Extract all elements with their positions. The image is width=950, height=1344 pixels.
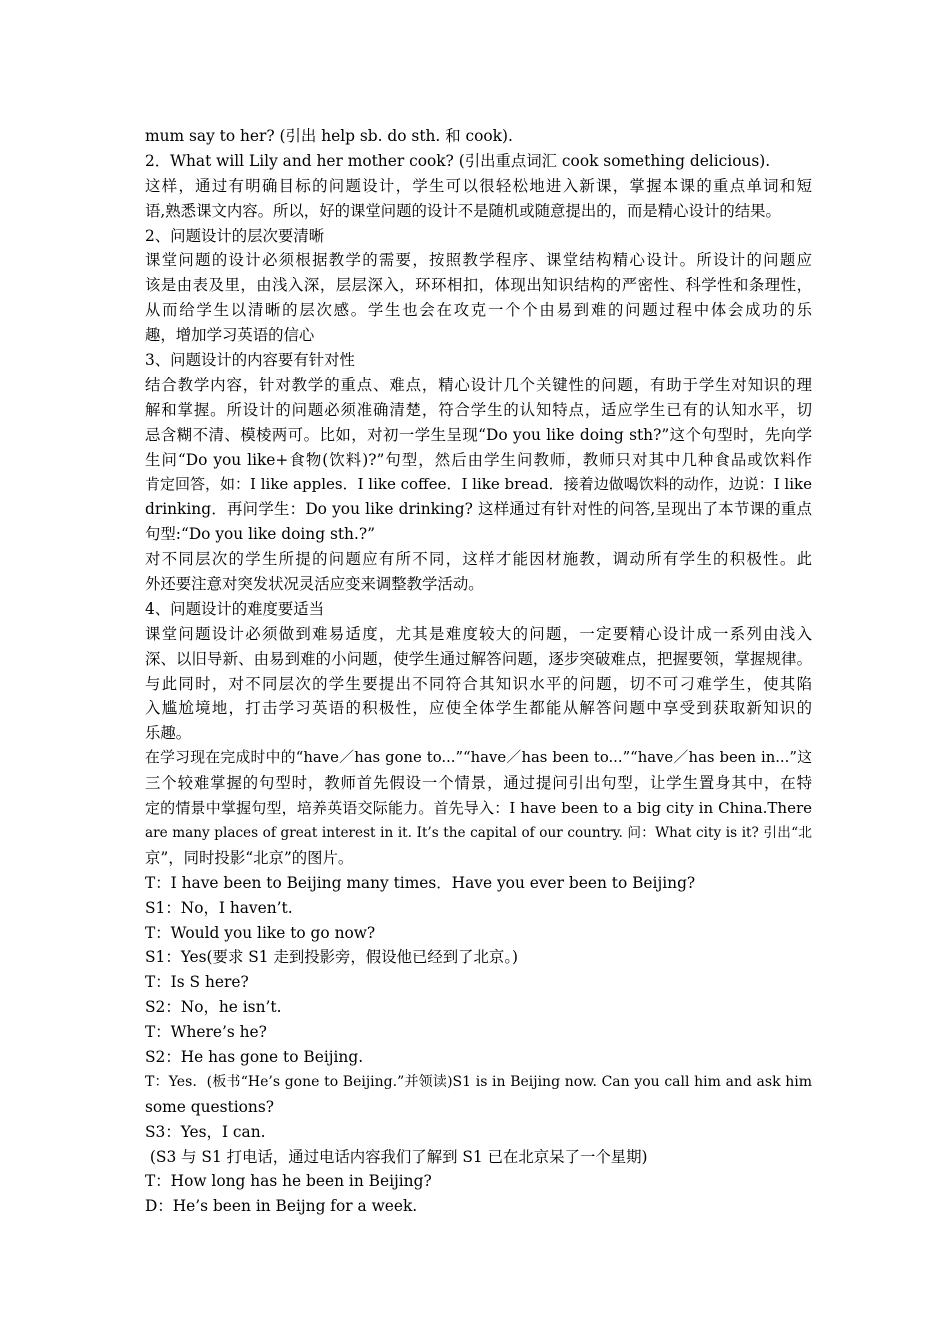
text-line: 2、问题设计的层次要清晰 — [145, 226, 325, 245]
text-line: 句型:“Do you like doing sth.?” — [145, 525, 375, 544]
text-line: 生问“Do you like+食物(饮料)?”句型，然后由学生问教师，教师只对其中几种食品或饮料作 — [145, 450, 812, 469]
text-line: T：Would you like to go now? — [145, 923, 376, 942]
document-page — [145, 124, 812, 1219]
text-line: 三个较难掌握的句型时，教师首先假设一个情景，通过提问引出句型，让学生置身其中，在特 — [145, 774, 812, 793]
text-line: 入尴尬境地，打击学习英语的积极性，应使全体学生都能从解答问题中享受到获取新知识的 — [145, 699, 812, 718]
text-line: 该是由表及里，由浅入深，层层深入，环环相扣，体现出知识结构的严密性、科学性和条理性， — [145, 276, 812, 295]
text-line: S1：No，I haven’t. — [145, 898, 293, 917]
text-line: T：Is S here? — [145, 973, 249, 992]
text-line: 从而给学生以清晰的层次感。学生也会在攻克一个个由易到难的问题过程中体会成功的乐 — [145, 301, 812, 320]
text-line: 课堂问题的设计必须根据教学的需要，按照教学程序、课堂结构精心设计。所设计的问题应 — [145, 251, 812, 270]
text-line: 京”，同时投影“北京”的图片。 — [145, 848, 354, 867]
text-line: 趣，增加学习英语的信心 — [145, 326, 315, 345]
text-line: 这样，通过有明确目标的问题设计，学生可以很轻松地进入新课，掌握本课的重点单词和短 — [145, 176, 812, 195]
text-line: 乐趣。 — [145, 724, 192, 743]
text-line: 深、以旧导新、由易到难的小问题，使学生通过解答问题，逐步突破难点，把握要领，掌握规律。 — [145, 649, 812, 668]
text-line: are many places of great interest in it. It’s the capital of our country. 问：What city is it? 引出“北 — [145, 824, 812, 841]
text-line: S3：Yes，I can. — [145, 1122, 266, 1141]
text-line: 语,熟悉课文内容。所以，好的课堂问题的设计不是随机或随意提出的，而是精心设计的结果。 — [145, 201, 781, 220]
text-line: T：Yes．(板书“He’s gone to Beijing.”并领读)S1 is in Beijing now. Can you call him and ask him — [145, 1073, 812, 1090]
text-line: 3、问题设计的内容要有针对性 — [145, 351, 355, 370]
text-line: T：Where’s he? — [145, 1023, 267, 1042]
text-line: 结合教学内容，针对教学的重点、难点，精心设计几个关键性的问题，有助于学生对知识的理 — [145, 375, 812, 394]
text-line: mum say to her? (引出 help sb. do sth. 和 cook). — [145, 127, 513, 145]
text-line: D：He’s been in Beijng for a week. — [145, 1197, 418, 1216]
text-line: 解和掌握。所设计的问题必须准确清楚，符合学生的认知特点，适应学生已有的认知水平，切 — [145, 400, 812, 419]
text-line: 2．What will Lily and her mother cook? (引出重点词汇 cook something delicious). — [145, 151, 771, 170]
text-line: (S3 与 S1 打电话，通过电话内容我们了解到 S1 已在北京呆了一个星期) — [145, 1147, 648, 1166]
text-line: 在学习现在完成时中的“have／has gone to...”“have／has been to...”“have／has been in...”这 — [145, 749, 812, 767]
text-line: 对不同层次的学生所提的问题应有所不同，这样才能因材施教，调动所有学生的积极性。此 — [145, 550, 812, 569]
text-line: 外还要注意对突发状况灵活应变来调整教学活动。 — [145, 575, 484, 594]
text-line: 4、问题设计的难度要适当 — [145, 599, 325, 618]
text-line: some questions? — [145, 1097, 274, 1116]
text-line: T：I have been to Beijing many times．Have you ever been to Beijing? — [145, 873, 696, 892]
text-line: drinking．再问学生：Do you like drinking? 这样通过有针对性的问答,呈现出了本节课的重点 — [145, 500, 812, 519]
text-line: 与此同时，对不同层次的学生要提出不同符合其知识水平的问题，切不可刁难学生，使其陷 — [145, 674, 812, 693]
text-line: S1：Yes(要求 S1 走到投影旁，假设他已经到了北京。) — [145, 948, 519, 967]
text-line: S2：No，he isn’t. — [145, 998, 282, 1017]
text-line: S2：He has gone to Beijing. — [145, 1047, 364, 1066]
text-line: 肯定回答，如：I like apples．I like coffee．I like bread．接着边做喝饮料的动作，边说：I like — [145, 475, 812, 494]
text-line: 定的情景中掌握句型，培养英语交际能力。首先导入：I have been to a big city in China.There — [145, 799, 812, 818]
text-line: 课堂问题设计必须做到难易适度，尤其是难度较大的问题，一定要精心设计成一系列由浅入 — [145, 624, 812, 643]
text-line: 忌含糊不清、模棱两可。比如，对初一学生呈现“Do you like doing sth?”这个句型时，先向学 — [145, 425, 812, 444]
text-line: T：How long has he been in Beijing? — [145, 1172, 432, 1191]
